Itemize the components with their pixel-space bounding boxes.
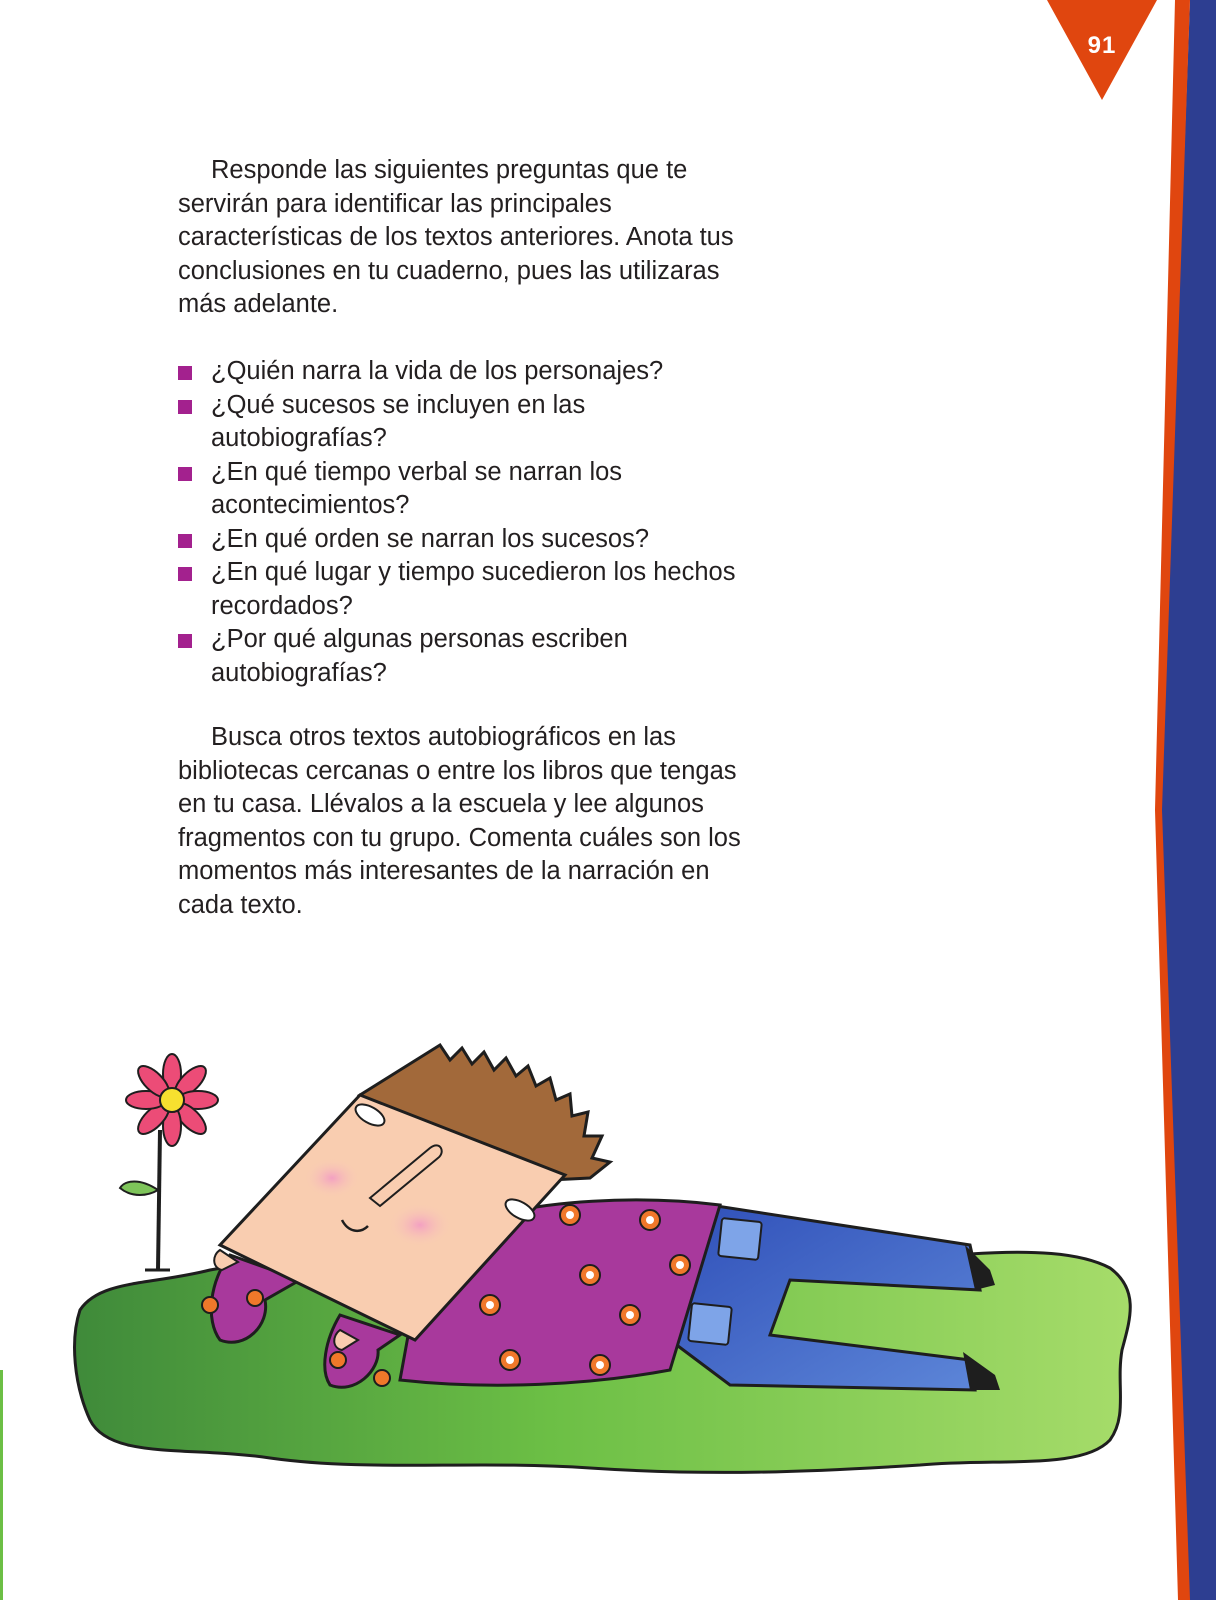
boy-lying-on-grass-illustration <box>70 1040 1170 1520</box>
question-text: ¿En qué lugar y tiempo sucedieron los hechos recordados? <box>211 558 736 620</box>
left-green-edge <box>0 1370 3 1600</box>
question-text: ¿Quién narra la vida de los personajes? <box>211 357 664 385</box>
intro-section <box>178 154 748 322</box>
square-bullet-icon <box>178 634 192 648</box>
intro-paragraph: Responde las siguientes preguntas que te servirán para identificar las principales características de los textos anteriores. Anota tus conclusiones en tu cuaderno, pues las utilizaras más adelante. <box>178 156 734 318</box>
list-item <box>178 355 758 389</box>
square-bullet-icon <box>178 400 192 414</box>
question-text: ¿En qué tiempo verbal se narran los acontecimientos? <box>211 457 623 519</box>
question-text: ¿Qué sucesos se incluyen en las autobiografías? <box>211 390 586 452</box>
square-bullet-icon <box>178 366 192 380</box>
list-item <box>178 556 758 623</box>
list-item <box>178 456 758 523</box>
square-bullet-icon <box>178 467 192 481</box>
closing-paragraph: Busca otros textos autobiográficos en las bibliotecas cercanas o entre los libros que tengas en tu casa. Llévalos a la escuela y lee algunos fragmentos con tu grupo. Comenta cuáles son los momentos más interesantes de la narración en cada texto. <box>178 723 741 919</box>
page-number: 91 <box>1087 32 1117 59</box>
square-bullet-icon <box>178 534 192 548</box>
list-item <box>178 623 758 690</box>
flower-icon <box>120 1054 218 1270</box>
question-list <box>178 355 758 690</box>
question-text: ¿En qué orden se narran los sucesos? <box>211 524 650 553</box>
question-text: ¿Por qué algunas personas escriben autobiografías? <box>211 625 628 687</box>
list-item <box>178 389 758 456</box>
closing-section <box>178 721 748 922</box>
square-bullet-icon <box>178 567 192 581</box>
list-item <box>178 523 758 557</box>
